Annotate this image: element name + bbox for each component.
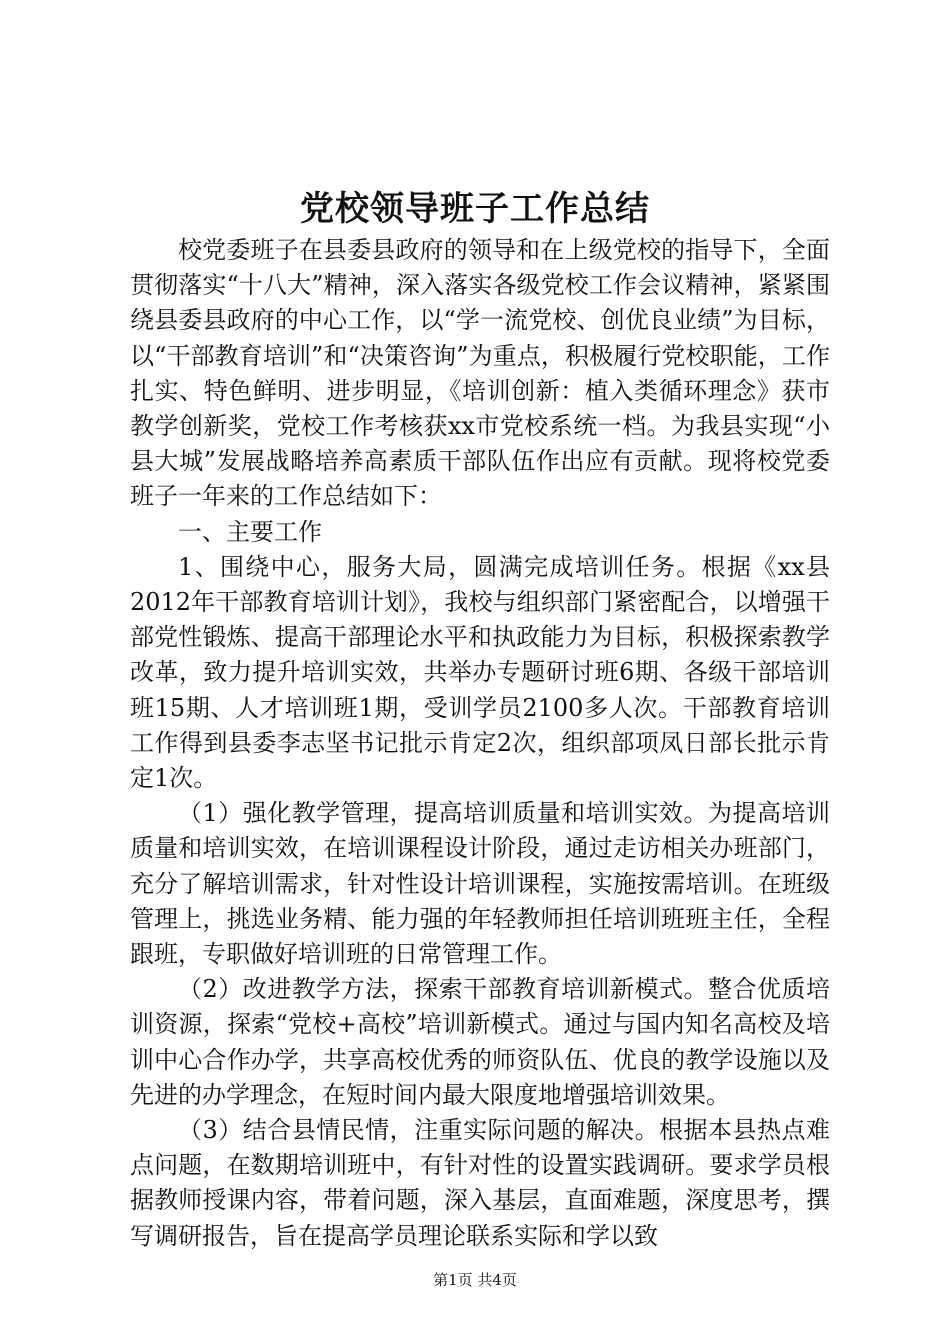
paragraph-subitem-3: （3）结合县情民情，注重实际问题的解决。根据本县热点难点问题，在数期培训班中，有针对性的设置实践调研。要求学员根据教师授课内容，带着问题，深入基层，直面难题，深度思考，撰写调研报告，旨在提高学员理论联系实际和学以致 bbox=[130, 1116, 830, 1250]
document-title: 党校领导班子工作总结 bbox=[300, 189, 650, 229]
section-heading-main-work: 一、主要工作 bbox=[178, 517, 322, 546]
document-body bbox=[130, 233, 830, 1254]
paragraph-item-1: 1、围绕中心，服务大局，圆满完成培训任务。根据《xx县2012年干部教育培训计划》，我校与组织部门紧密配合，以增强干部党性锻炼、提高干部理论水平和执政能力为目标，积极探索教学改革，致力提升培训实效，共举办专题研讨班6期、各级干部培训班15期、人才培训班1期，受训学员2100多人次。干部教育培训工作得到县委李志坚书记批示肯定2次，组织部项凤日部长批示肯定1次。 bbox=[130, 552, 830, 793]
page-number-footer: 第1页 共4页 bbox=[433, 1271, 517, 1289]
paragraph-subitem-2: （2）改进教学方法，探索干部教育培训新模式。整合优质培训资源，探索“党校+高校”培训新模式。通过与国内知名高校及培训中心合作办学，共享高校优秀的师资队伍、优良的教学设施以及先进的办学理念，在短时间内最大限度地增强培训效果。 bbox=[130, 975, 830, 1109]
paragraph-subitem-1: （1）强化教学管理，提高培训质量和培训实效。为提高培训质量和培训实效，在培训课程设计阶段，通过走访相关办班部门，充分了解培训需求，针对性设计培训课程，实施按需培训。在班级管理上，挑选业务精、能力强的年轻教师担任培训班班主任，全程跟班，专职做好培训班的日常管理工作。 bbox=[130, 799, 830, 969]
paragraph-intro: 校党委班子在县委县政府的领导和在上级党校的指导下，全面贯彻落实“十八大”精神，深入落实各级党校工作会议精神，紧紧围绕县委县政府的中心工作，以“学一流党校、创优良业绩”为目标，以“干部教育培训”和“决策咨询”为重点，积极履行党校职能，工作扎实、特色鲜明、进步明显，《培训创新：植入类循环理念》获市教学创新奖，党校工作考核获xx市党校系统一档。为我县实现“小县大城”发展战略培养高素质干部队伍作出应有贡献。现将校党委班子一年来的工作总结如下： bbox=[130, 236, 830, 511]
